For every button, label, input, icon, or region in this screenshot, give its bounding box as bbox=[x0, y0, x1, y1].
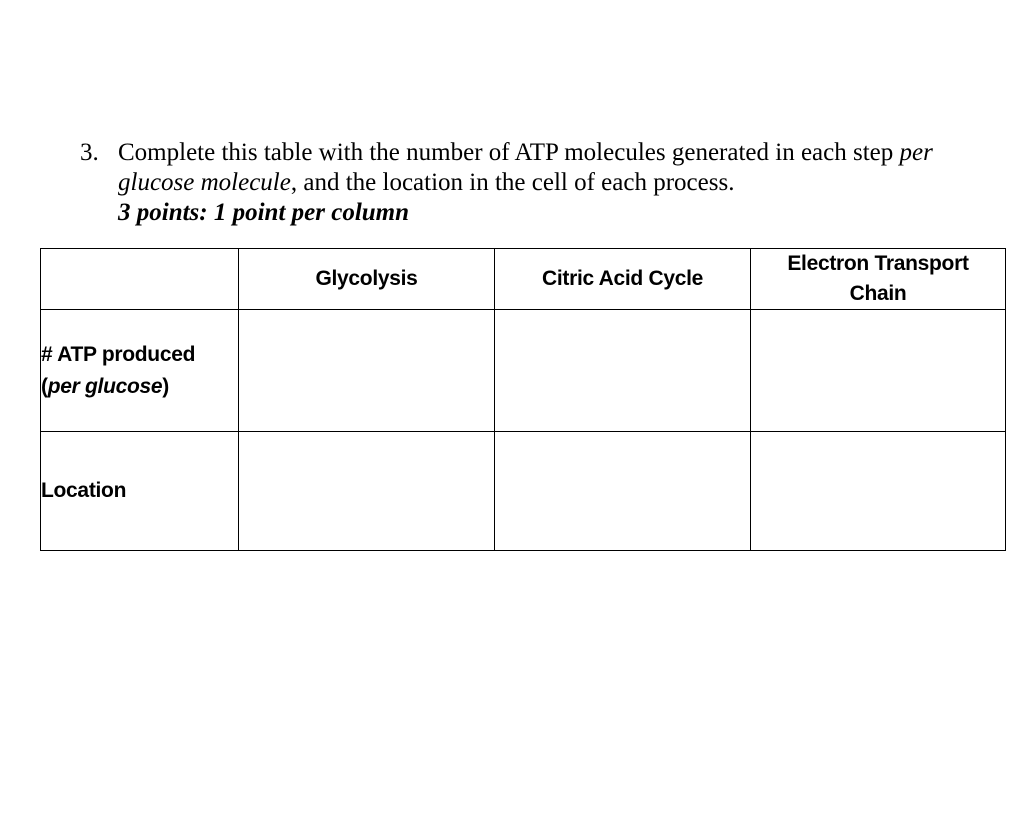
cell-location-electron-transport-chain[interactable] bbox=[751, 432, 1006, 551]
atp-table bbox=[40, 248, 1006, 551]
header-citric-acid-cycle: Citric Acid Cycle bbox=[495, 249, 751, 310]
row-label-atp-open-paren: ( bbox=[41, 374, 48, 398]
cell-atp-citric-acid-cycle[interactable] bbox=[495, 310, 751, 432]
header-etc-line-2: Chain bbox=[849, 282, 907, 305]
table-row-location bbox=[41, 432, 1006, 551]
cell-atp-glycolysis[interactable] bbox=[239, 310, 495, 432]
question-number: 3. bbox=[80, 139, 99, 166]
row-label-atp-line-1: # ATP produced bbox=[41, 342, 196, 366]
cell-location-glycolysis[interactable] bbox=[239, 432, 495, 551]
cell-atp-electron-transport-chain[interactable] bbox=[751, 310, 1006, 432]
question-line-1 bbox=[118, 138, 960, 168]
table-header-row bbox=[41, 249, 1006, 310]
header-empty-cell bbox=[41, 249, 239, 310]
question-text bbox=[118, 138, 960, 228]
row-label-atp-close-paren: ) bbox=[162, 374, 169, 398]
header-electron-transport-chain bbox=[751, 249, 1006, 310]
question-block bbox=[80, 138, 960, 228]
row-label-atp-produced bbox=[41, 310, 239, 432]
header-glycolysis: Glycolysis bbox=[239, 249, 495, 310]
header-etc-line-1: Electron Transport bbox=[787, 252, 969, 275]
table-row-atp-produced bbox=[41, 310, 1006, 432]
question-text-part: , and the location in the cell of each process. bbox=[290, 169, 735, 196]
points-note: 3 points: 1 point per column bbox=[118, 199, 410, 226]
question-line-2 bbox=[118, 168, 960, 198]
cell-location-citric-acid-cycle[interactable] bbox=[495, 432, 751, 551]
question-text-part: Complete this table with the number of ATP molecules generated in each step bbox=[118, 139, 900, 166]
question-italic-glucose-molecule: glucose molecule bbox=[118, 169, 291, 196]
row-label-location: Location bbox=[41, 432, 239, 551]
question-italic-per: per bbox=[899, 139, 933, 166]
row-label-atp-italic: per glucose bbox=[47, 374, 163, 398]
